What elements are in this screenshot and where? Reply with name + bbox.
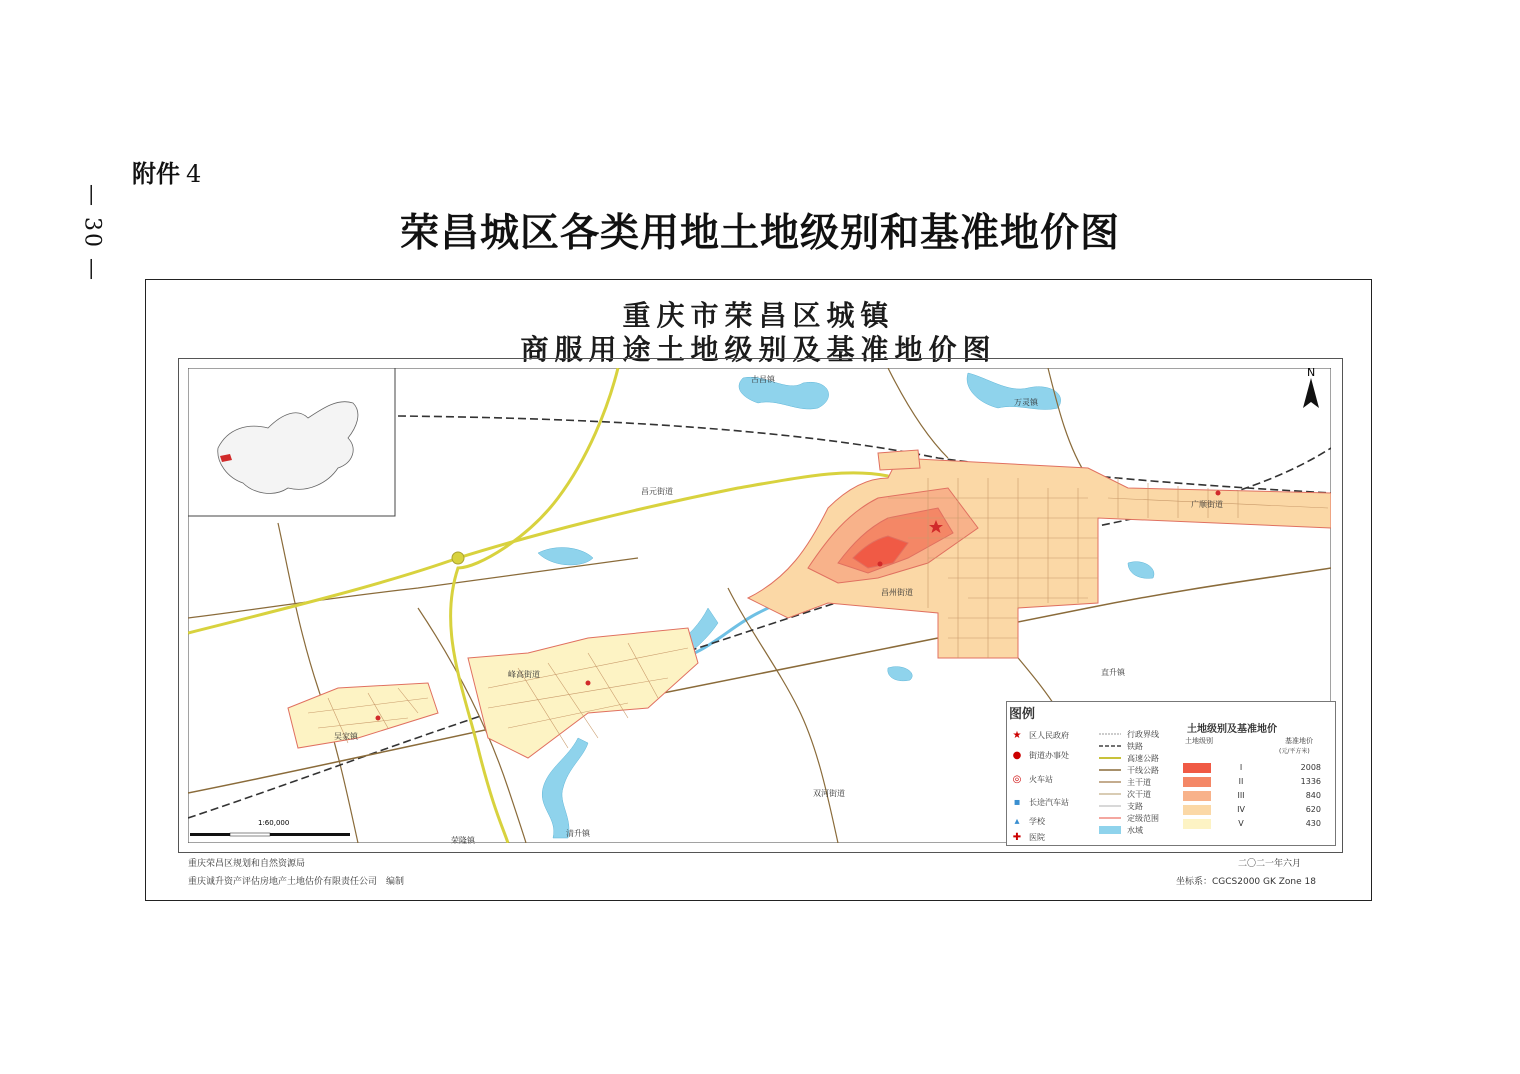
place-label-zhisheng: 直升镇 <box>1101 668 1125 677</box>
map-title-line1: 重庆市荣昌区城镇 <box>622 299 895 332</box>
grade-color-swatch <box>1183 777 1211 787</box>
place-label-shuanghe: 双河街道 <box>813 789 845 798</box>
attachment-label <box>132 154 201 189</box>
attachment-number: 4 <box>186 160 202 188</box>
grade-row <box>1183 804 1333 815</box>
inset-locator-map <box>188 368 395 516</box>
school-icon: ▴ <box>1014 815 1020 827</box>
map-frame <box>145 279 1372 901</box>
grade-table-header-price: 基准地价 <box>1285 737 1313 745</box>
footer-left-2: 重庆诚升资产评估房地产土地估价有限责任公司 编制 <box>188 877 405 887</box>
footer-right-1: 二〇二一年六月 <box>1238 859 1302 869</box>
document-title: 荣昌城区各类用地土地级别和基准地价图 <box>399 210 1120 256</box>
legend-line-boundary: 定级范围 <box>1127 813 1159 823</box>
subdistrict-office-dot-1 <box>878 562 883 567</box>
legend-line-railway: 铁路 <box>1127 741 1143 751</box>
map-legend <box>1006 701 1336 846</box>
grade-color-swatch <box>1183 805 1211 815</box>
place-label-gucheng: 古昌镇 <box>751 375 775 384</box>
place-label-guangshun: 广顺街道 <box>1191 500 1223 509</box>
map-title-line2: 商服用途土地级别及基准地价图 <box>520 333 997 366</box>
legend-symbol-hospital: ✚ 医院 <box>1009 830 1045 844</box>
attachment-text: 附件 <box>132 160 180 188</box>
legend-line-admin: 行政界线 <box>1127 729 1159 739</box>
place-label-changzhou: 昌州街道 <box>881 588 913 597</box>
footer-left-1: 重庆荣昌区规划和自然资源局 <box>188 859 306 869</box>
legend-line-expressway: 高速公路 <box>1127 753 1159 763</box>
grade-price: 2008 <box>1300 763 1321 772</box>
legend-symbol-station: ◎ 火车站 <box>1009 772 1053 786</box>
grade-row <box>1183 818 1333 829</box>
dot-icon: ● <box>1012 749 1022 761</box>
place-label-qingsheng: 清升镇 <box>566 829 590 838</box>
train-station-icon: ◎ <box>1012 773 1022 785</box>
grade-color-swatch <box>1183 763 1211 773</box>
bus-station-icon: ▪ <box>1013 796 1021 808</box>
grade-table-header-unit: (元/平方米) <box>1279 748 1310 755</box>
star-icon: ★ <box>1012 729 1022 741</box>
place-label-changyuan: 昌元街道 <box>641 487 673 496</box>
grade-price: 430 <box>1305 819 1321 828</box>
legend-line-secondary: 次干道 <box>1127 789 1151 799</box>
legend-symbol-government: ★ 区人民政府 <box>1009 728 1069 742</box>
grade-row <box>1183 790 1333 801</box>
grade-row <box>1183 762 1333 773</box>
legend-line-branch: 支路 <box>1127 801 1143 811</box>
page-number: — 30 — <box>79 184 105 282</box>
grade-code: III <box>1237 791 1245 800</box>
grade-code: IV <box>1237 805 1245 814</box>
place-label-wujia: 吴家镇 <box>334 732 358 741</box>
legend-title: 图例 <box>1009 707 1036 722</box>
grade-table-title: 土地级别及基准地价 <box>1187 724 1277 735</box>
place-label-fenggao: 峰高街道 <box>508 670 540 679</box>
subdistrict-office-dot-4 <box>1216 491 1221 496</box>
grade-code: I <box>1239 763 1243 772</box>
grade-price: 1336 <box>1300 777 1321 786</box>
grade-row <box>1183 776 1333 787</box>
grade-zone-iv-north <box>878 450 920 470</box>
grade-code: II <box>1238 777 1244 786</box>
subdistrict-office-dot-3 <box>376 716 381 721</box>
legend-symbol-bus: ▪ 长途汽车站 <box>1009 795 1069 809</box>
subdistrict-office-dot-2 <box>586 681 591 686</box>
legend-line-main: 主干道 <box>1127 777 1151 787</box>
north-label: N <box>1307 368 1316 379</box>
legend-line-samples <box>1099 730 1123 842</box>
grade-color-swatch <box>1183 819 1211 829</box>
interchange-west <box>452 552 464 564</box>
legend-water: 水域 <box>1127 825 1143 835</box>
place-label-wanling: 万灵镇 <box>1014 398 1038 407</box>
legend-symbol-school: ▴ 学校 <box>1009 814 1045 828</box>
grade-price: 840 <box>1305 791 1321 800</box>
grade-code: V <box>1238 819 1244 828</box>
place-label-ronglong: 荣隆镇 <box>451 836 475 845</box>
grade-price: 620 <box>1305 805 1321 814</box>
footer-right-2: 坐标系：CGCS2000 GK Zone 18 <box>1176 877 1316 887</box>
scale-text: 1:60,000 <box>258 819 290 827</box>
hospital-icon: ✚ <box>1012 831 1022 843</box>
legend-symbol-subdistrict: ● 街道办事处 <box>1009 748 1069 762</box>
grade-color-swatch <box>1183 791 1211 801</box>
legend-line-trunk: 干线公路 <box>1127 765 1159 775</box>
grade-table-header-grade: 土地级别 <box>1185 737 1213 745</box>
